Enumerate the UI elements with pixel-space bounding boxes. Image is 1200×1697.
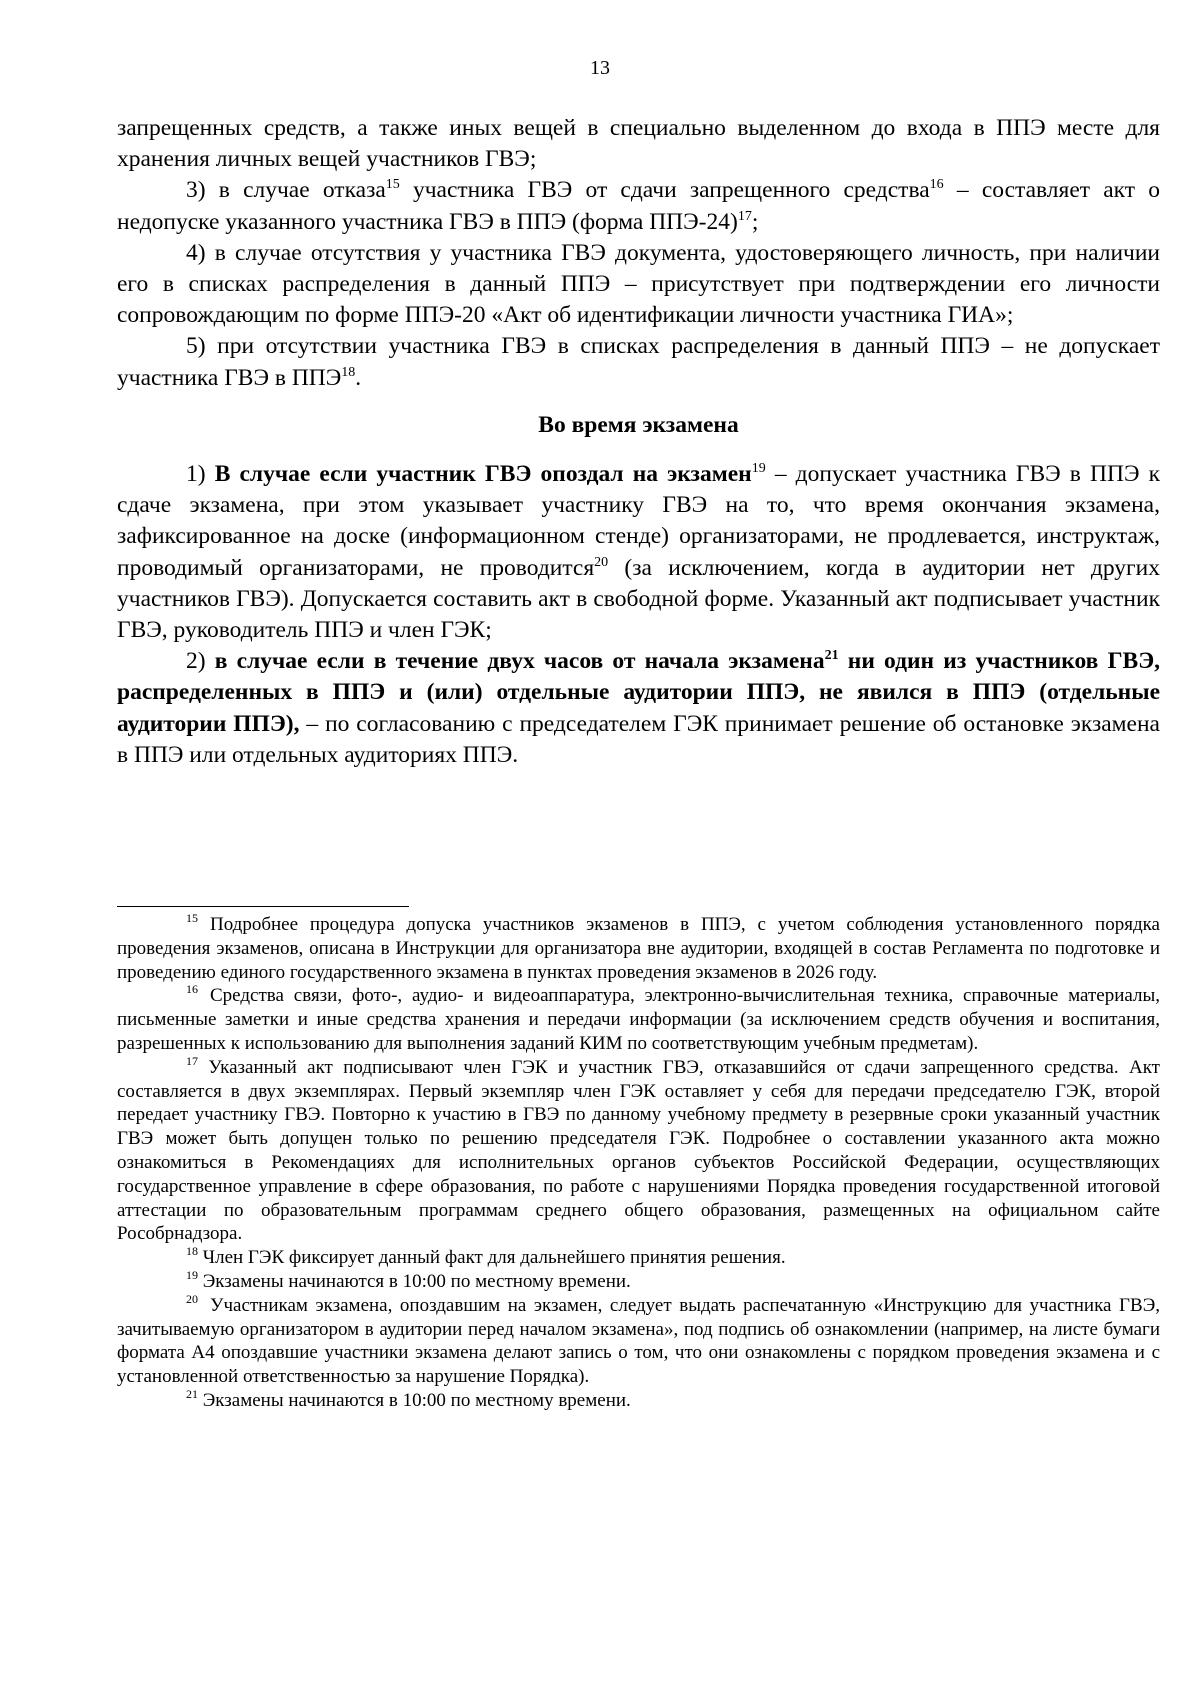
footnote-mark: 21 [186, 1386, 198, 1401]
paragraph-text: – составляет акт о недопуске указанного участника ГВЭ в ППЭ (форма ППЭ-24) [117, 177, 1160, 235]
footnote-16 [117, 984, 1160, 1055]
paragraph-text: ; [751, 208, 759, 235]
paragraph-exam-item-1 [117, 459, 1160, 646]
footnote-20 [117, 1291, 1160, 1389]
footnote-21 [117, 1386, 1160, 1413]
footnote-mark: 19 [186, 1267, 198, 1282]
paragraph-text: – по согласованию с председателем ГЭК принимает решение об остановке экзамена в ППЭ или отдельных аудиториях ППЭ. [117, 710, 1160, 768]
paragraph-continuation: запрещенных средств, а также иных вещей в специально выделенном до входа в ППЭ месте для хранения личных вещей участников ГВЭ; [117, 115, 1160, 173]
main-text [117, 113, 1160, 771]
footnote-ref-21[interactable]: 21 [824, 648, 839, 664]
footnote-ref-17[interactable]: 17 [737, 208, 752, 224]
footnote-mark: 18 [186, 1244, 198, 1259]
footnote-separator [117, 906, 409, 907]
footnote-19 [117, 1267, 1160, 1294]
footnote-mark: 20 [186, 1291, 198, 1306]
footnote-ref-18[interactable]: 18 [341, 364, 356, 380]
paragraph-text: 2) [186, 648, 215, 675]
paragraph-text: 1) [186, 461, 215, 488]
footnotes [117, 913, 1160, 1413]
footnote-text: Средства связи, фото-, аудио- и видеоаппаратура, электронно-вычислительная техника, справочные материалы, письменные заметки и иные средства хранения и передачи информации (за исключением средств обучения и воспитания, разрешенных к использованию для выполнения заданий КИМ по соответствующим учебным предметам). [117, 985, 1160, 1054]
paragraph-text: (за исключением, когда в аудитории нет других участников ГВЭ). Допускается составить акт в свободной форме. Указанный акт подписывает участник ГВЭ, руководитель ППЭ и член ГЭК; [117, 554, 1160, 644]
footnote-17 [117, 1053, 1160, 1246]
paragraph-text: 3) в случае отказа [186, 177, 386, 204]
paragraph-item-5 [117, 331, 1160, 393]
footnote-15 [117, 913, 1160, 984]
footnote-ref-16[interactable]: 16 [929, 177, 944, 193]
footnote-ref-19[interactable]: 19 [751, 461, 766, 477]
page-number: 13 [590, 57, 610, 79]
footnote-text: Экзамены начинаются в 10:00 по местному времени. [202, 1389, 631, 1411]
paragraph-bold-text: в случае если в течение двух часов от начала экзамена [214, 648, 825, 675]
footnote-text: Экзамены начинаются в 10:00 по местному времени. [202, 1270, 631, 1292]
footnote-18 [117, 1246, 1160, 1270]
footnote-ref-15[interactable]: 15 [385, 177, 400, 193]
paragraph-text: – допускает участника ГВЭ в ППЭ к сдаче экзамена, при этом указывает участнику ГВЭ на то, что время окончания экзамена, зафиксированное на доске (информационном стенде) организаторами, не продлевается, инструктаж, проводимый организаторами, не проводится [117, 461, 1160, 581]
footnote-text: Участникам экзамена, опоздавшим на экзамен, следует выдать распечатанную «Инструкцию для участника ГВЭ, зачитываемую организатором в аудитории перед началом экзамена», под подпись об ознакомлении (например, на листе бумаги формата А4 опоздавшие участники экзамена делают запись о том, что они ознакомлены с порядком проведения экзамена и с установленной ответственностью за нарушение Порядка). [117, 1294, 1160, 1388]
paragraph-item-3 [117, 175, 1160, 237]
footnote-mark: 15 [186, 911, 198, 925]
paragraph-exam-item-2 [117, 646, 1160, 771]
paragraph-text: . [355, 364, 362, 391]
footnote-text: Подробнее процедура допуска участников экзаменов в ППЭ, с учетом соблюдения установленного порядка проведения экзаменов, описана в Инструкции для организатора вне аудитории, входящей в состав Регламента по подготовке и проведению единого государственного экзамена в пунктах проведения экзаменов в 2026 году. [117, 914, 1160, 983]
footnote-text: Член ГЭК фиксирует данный факт для дальнейшего принятия решения. [202, 1247, 786, 1269]
paragraph-item-4: 4) в случае отсутствия у участника ГВЭ документа, удостоверяющего личность, при наличии его в списках распределения в данный ППЭ – присутствует при подтверждении его личности сопровождающим по форме ППЭ-20 «Акт об идентификации личности участника ГИА»; [117, 239, 1160, 329]
paragraph-text: участника ГВЭ от сдачи запрещенного средства [399, 177, 930, 204]
paragraph-text: 5) при отсутствии участника ГВЭ в списках распределения в данный ППЭ – не допускает участника ГВЭ в ППЭ [117, 333, 1160, 391]
paragraph-bold-text: В случае если участник ГВЭ опоздал на экзамен [214, 461, 752, 488]
paragraph-bold-text: ни один из участников ГВЭ, распределенных в ППЭ и (или) отдельные аудитории ППЭ, не явился в ППЭ (отдельные аудитории ППЭ), [117, 648, 1161, 737]
footnote-mark: 16 [186, 982, 198, 997]
footnote-text: Указанный акт подписывают член ГЭК и участник ГВЭ, отказавшийся от сдачи запрещенного средства. Акт составляется в двух экземплярах. Первый экземпляр член ГЭК оставляет у себя для передачи председателю ГЭК, второй передает участнику ГВЭ. Повторно к участию в ГВЭ по данному учебному предмету в резервные сроки указанный участник ГВЭ может быть допущен только по решению председателя ГЭК. Подробнее о составлении указанного акта можно ознакомиться в Рекомендациях для исполнительных органов субъектов Российской Федерации, осуществляющих государственное управление в сфере образования, по работе с нарушениями Порядка проведения государственной итоговой аттестации по образовательным программам среднего общего образования, размещенных на официальном сайте Рособрнадзора. [117, 1056, 1160, 1245]
footnote-ref-20[interactable]: 20 [594, 554, 609, 570]
footnote-mark: 17 [186, 1053, 198, 1068]
section-heading: Во время экзамена [538, 411, 739, 438]
